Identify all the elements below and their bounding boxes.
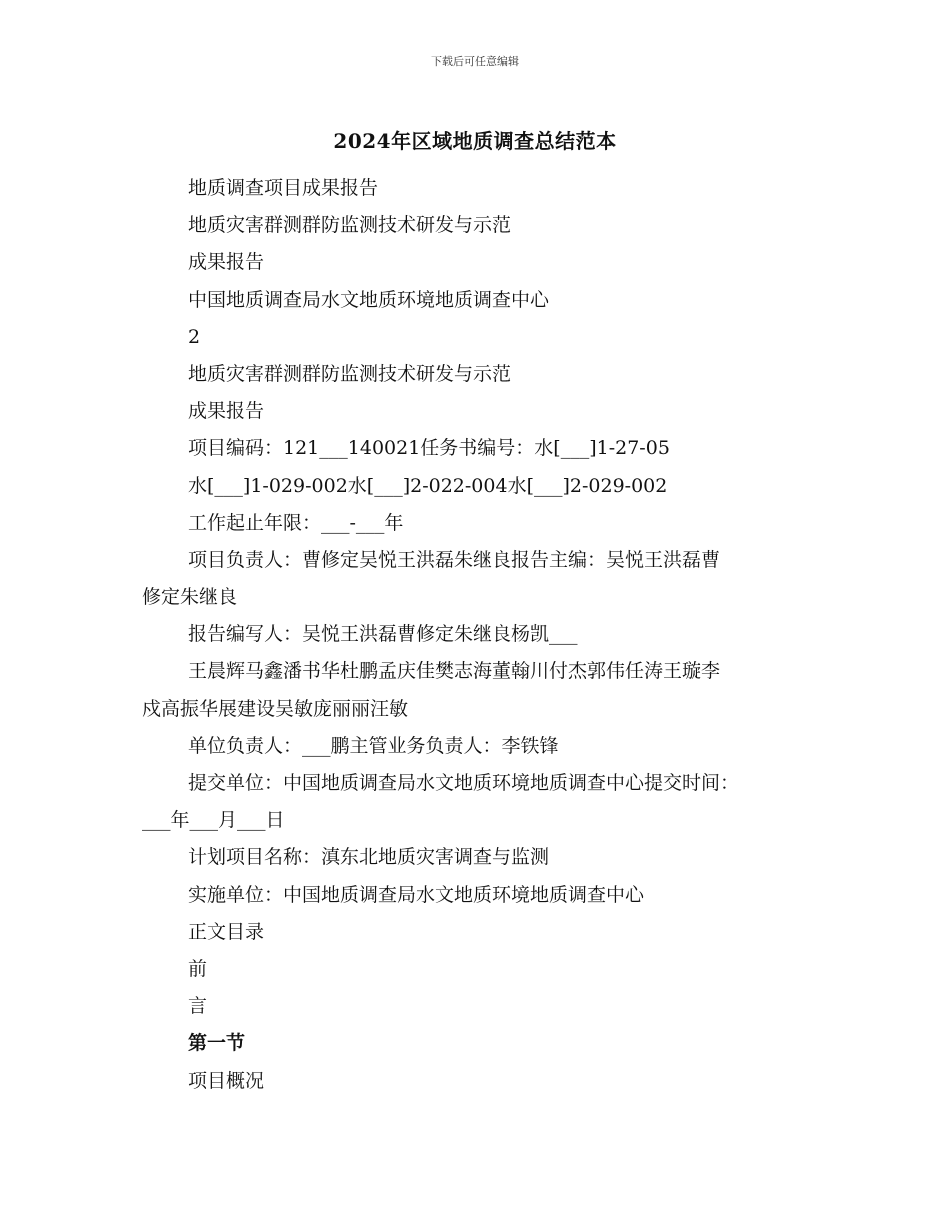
paragraph-line: 提交单位：中国地质调查局水文地质环境地质调查中心提交时间： xyxy=(188,772,740,794)
document-title: 2024年区域地质调查总结范本 xyxy=(333,129,617,153)
document-body xyxy=(142,170,822,1100)
toc-section-title: 项目概况 xyxy=(188,1069,265,1092)
line-task-codes: 水[___]1-029-002水[___]2-022-004水[___]2-029-002 xyxy=(188,474,668,497)
line-project-name-repeat: 地质灾害群测群防监测技术研发与示范 xyxy=(188,362,512,385)
line-work-period: 工作起止年限：___-___年 xyxy=(188,511,404,534)
paragraph-line: 戍高振华展建设吴敏庞丽丽汪敏 xyxy=(142,697,409,720)
line-project-code: 项目编码：121___140021任务书编号：水[___]1-27-05 xyxy=(188,437,670,460)
line-plan-project: 计划项目名称：滇东北地质灾害调查与监测 xyxy=(188,846,550,869)
toc-preface-char-1: 前 xyxy=(188,957,208,980)
line-result-report: 成果报告 xyxy=(188,251,265,274)
line-number: 2 xyxy=(188,325,201,348)
toc-heading: 正文目录 xyxy=(188,920,265,943)
line-project-name: 地质灾害群测群防监测技术研发与示范 xyxy=(188,214,512,237)
page-header-note: 下载后可任意编辑 xyxy=(431,55,519,68)
line-organization: 中国地质调查局水文地质环境地质调查中心 xyxy=(188,288,550,311)
line-report-writers: 报告编写人：吴悦王洪磊曹修定朱继良杨凯___ xyxy=(188,623,578,646)
paragraph-line: 修定朱继良 xyxy=(142,586,238,609)
paragraph-submission xyxy=(142,765,822,839)
line-report-type: 地质调查项目成果报告 xyxy=(188,177,379,199)
paragraph-contributors xyxy=(142,653,822,727)
toc-section-heading: 第一节 xyxy=(188,1032,246,1055)
line-implementing-unit: 实施单位：中国地质调查局水文地质环境地质调查中心 xyxy=(188,883,645,906)
paragraph-line: ___年___月___日 xyxy=(142,809,285,832)
line-unit-head: 单位负责人：___鹏主管业务负责人：李铁锋 xyxy=(188,734,559,757)
toc-preface-char-2: 言 xyxy=(188,995,208,1018)
paragraph-project-leaders xyxy=(142,542,822,616)
paragraph-line: 项目负责人：曹修定吴悦王洪磊朱继良报告主编：吴悦王洪磊曹 xyxy=(188,548,721,571)
paragraph-line: 王晨辉马鑫潘书华杜鹏孟庆佳樊志海董翰川付杰郭伟任涛王璇李 xyxy=(188,660,721,683)
line-result-report-repeat: 成果报告 xyxy=(188,400,265,423)
